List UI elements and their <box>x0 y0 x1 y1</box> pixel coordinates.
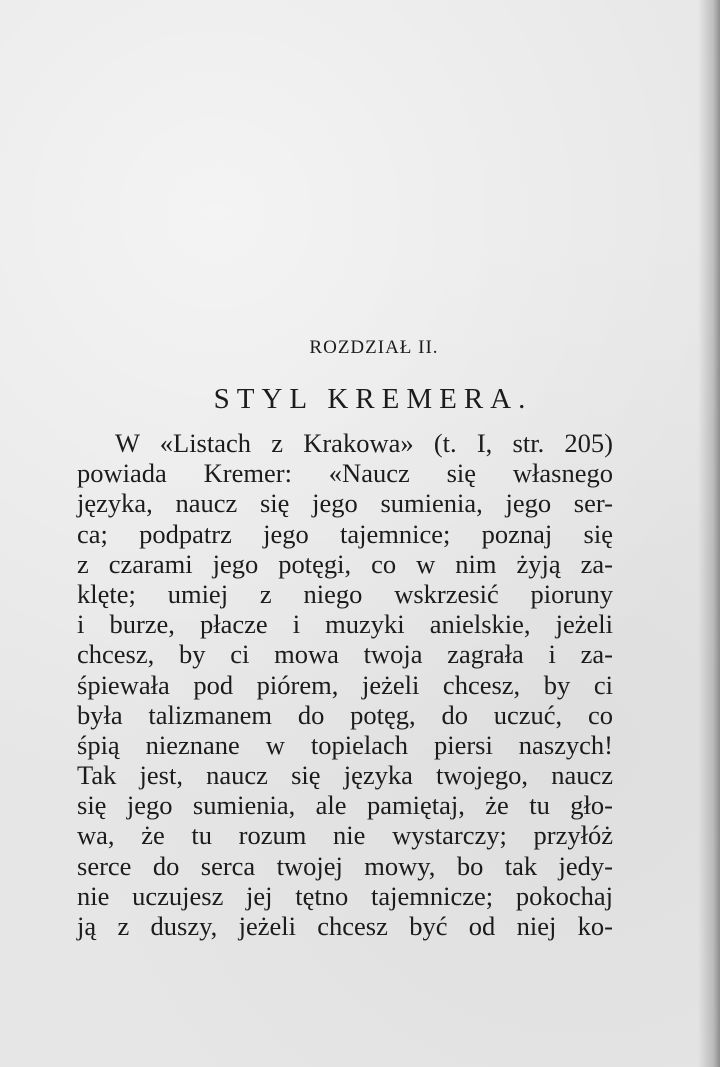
text-line: klęte; umiej z niego wskrzesić pioruny <box>77 578 613 609</box>
text-line: nie uczujesz jej tętno tajemnicze; pokochaj <box>77 880 613 911</box>
text-line: języka, naucz się jego sumienia, jego ser- <box>77 488 613 519</box>
text-line: z czarami jego potęgi, co w nim żyją za- <box>77 548 613 579</box>
text-line: śpiewała pod piórem, jeżeli chcesz, by ci <box>77 669 613 700</box>
page-edge-shadow <box>698 0 720 1067</box>
text-line: była talizmanem do potęg, do uczuć, co <box>77 699 613 730</box>
chapter-title: STYL KREMERA. <box>213 383 533 415</box>
text-line: i burze, płacze i muzyki anielskie, jeżeli <box>77 609 613 640</box>
text-line: Tak jest, naucz się języka twojego, naucz <box>77 760 613 791</box>
text-line: ca; podpatrz jego tajemnice; poznaj się <box>77 518 613 549</box>
text-line: W «Listach z Krakowa» (t. I, str. 205) <box>115 428 613 458</box>
text-line: ją z duszy, jeżeli chcesz być od niej ko- <box>77 911 613 941</box>
body-text <box>77 428 613 941</box>
text-line: się jego sumienia, ale pamiętaj, że tu gło- <box>77 790 613 821</box>
text-line: chcesz, by ci mowa twoja zagrała i za- <box>77 639 613 670</box>
text-line: wa, że tu rozum nie wystarczy; przyłóż <box>77 820 613 851</box>
text-line: powiada Kremer: «Naucz się własnego <box>77 458 613 489</box>
text-line: śpią nieznane w topielach piersi naszych! <box>77 729 613 760</box>
chapter-number: ROZDZIAŁ II. <box>309 337 439 358</box>
text-line: serce do serca twojej mowy, bo tak jedy- <box>77 850 613 881</box>
